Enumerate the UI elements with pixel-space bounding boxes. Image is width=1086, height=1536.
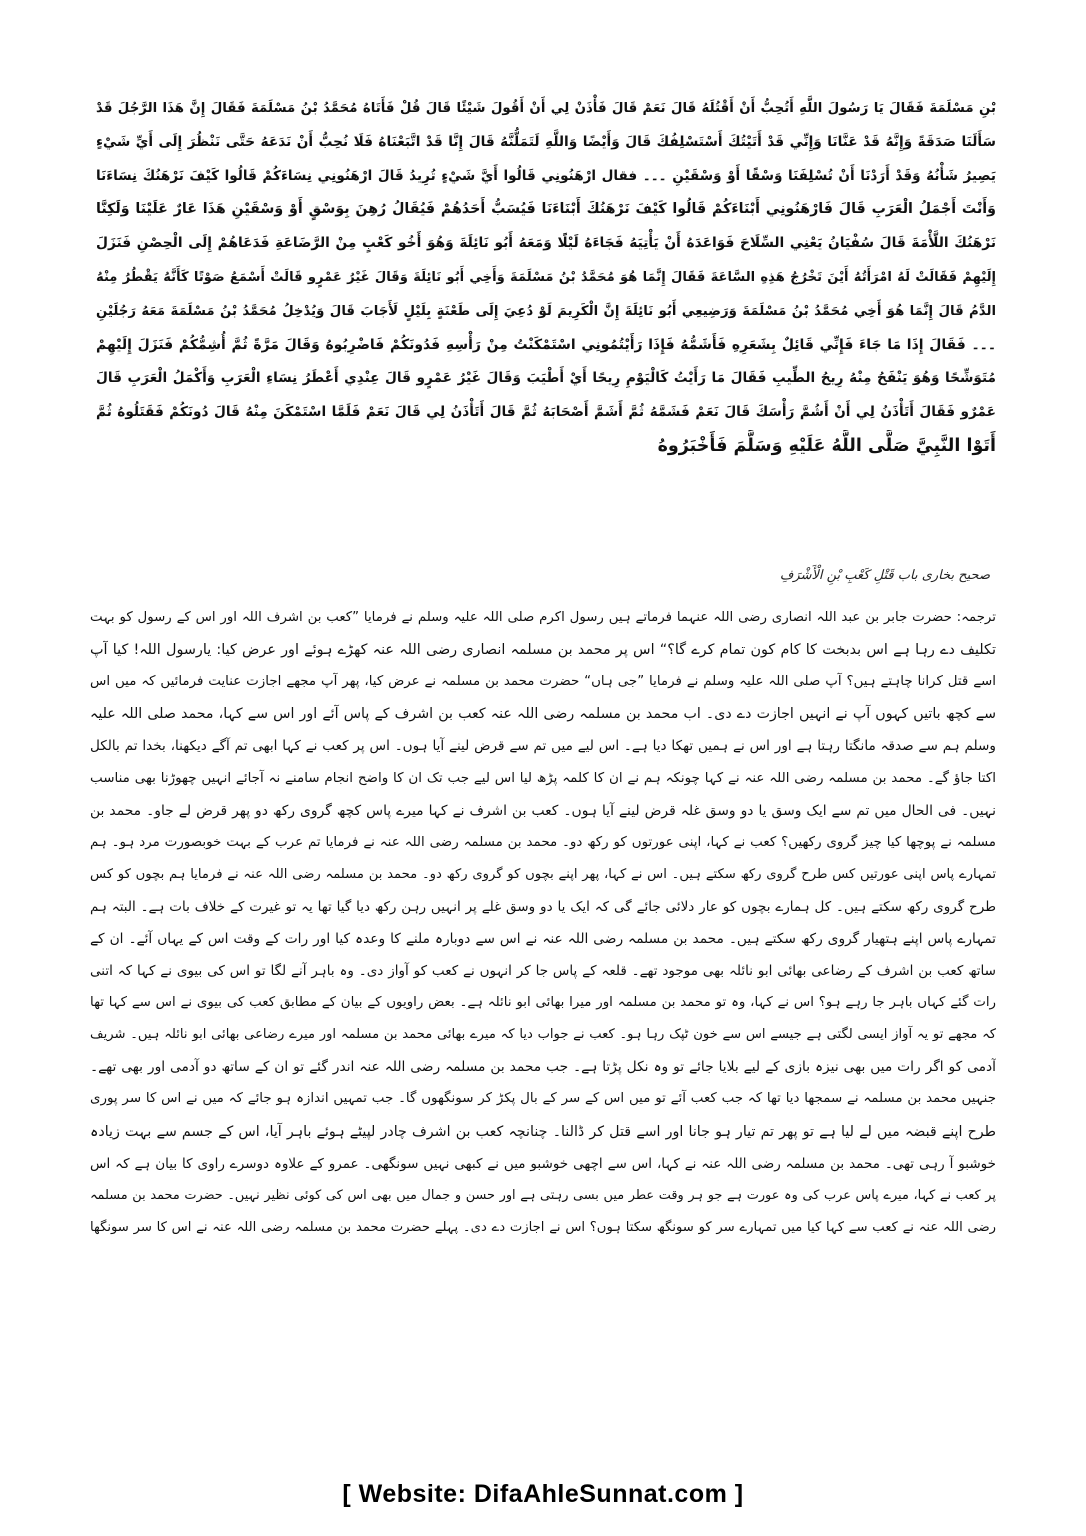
urdu-line: اکتا جاؤ گے۔ محمد بن مسلمہ رضی اللہ عنہ نے کہا چونکہ ہم نے ان کا کلمہ پڑھ لیا اس لیے جب تک ان کا واضح انجام سامنے نہ آجائے انہیں چھوڑنا بھی مناسب xyxy=(90,770,996,787)
urdu-line: رضی اللہ عنہ نے کعب سے کہا کیا میں تمہارے سر کو سونگھ سکتا ہوں؟ اس نے اجازت دے دی۔ پہلے حضرت محمد بن مسلمہ رضی اللہ عنہ نے اس کا سر سونگھا xyxy=(90,1219,996,1235)
arabic-line: نَرْهَنُكَ اللَّأْمَةَ قَالَ سُفْيَانُ يَعْنِي السِّلَاحَ فَوَاعَدَهُ أَنْ يَأْتِيَهُ فَجَاءَهُ لَيْلًا وَمَعَهُ أَبُو نَائِلَةَ وَهُوَ أَخُو كَعْبٍ مِنْ الرَّضَاعَةِ فَدَعَاهُمْ إِلَى الْحِصْنِ فَنَزَلَ xyxy=(96,235,996,252)
urdu-line: جنہیں محمد بن مسلمہ نے سمجھا دیا تھا کہ جب کعب آئے تو میں اس کے سر کے بال پکڑ کر سونگھوں گا۔ جب تمہیں اندازہ ہو جائے کہ میں نے اس کا سر پوری xyxy=(90,1091,996,1107)
arabic-line: ۔۔۔ فَقَالَ إِذَا مَا جَاءَ فَإِنِّي قَائِلٌ بِشَعَرِهِ فَأَشَمُّهُ فَإِذَا رَأَيْتُمُونِي اسْتَمْكَنْتُ مِنْ رَأْسِهِ فَدُونَكُمْ فَاضْرِبُوهُ وَقَالَ مَرَّةً ثُمَّ أُشِمُّكُمْ فَنَزَلَ إِلَيْهِمْ xyxy=(96,336,996,353)
urdu-translation xyxy=(90,602,996,1244)
urdu-line: طرح گروی رکھ سکتے ہیں۔ کل ہمارے بچوں کو عار دلائی جائے گی کہ ایک یا دو وسق غلے پر انہیں رہن رکھ دیا گیا تھا یہ تو غیرت کے خلاف بات ہے۔ البتہ ہم xyxy=(90,898,996,915)
source-reference: صحیح بخاری باب قَتْلِ كَعْبِ بْنِ الْأَشْرَفِ xyxy=(779,568,990,583)
urdu-line: خوشبو آ رہی تھی۔ محمد بن مسلمہ رضی اللہ عنہ نے کہا، اس سے اچھی خوشبو میں نے کبھی نہیں سونگھی۔ عمرو کے علاوہ دوسرے راوی کا بیان ہے کہ اس xyxy=(90,1155,996,1172)
urdu-line: اسے قتل کرانا چاہتے ہیں؟ آپ صلی اللہ علیہ وسلم نے فرمایا ”جی ہاں“ حضرت محمد بن مسلمہ نے عرض کیا، پھر آپ مجھے اجازت عنایت فرمائیں کہ میں اس xyxy=(90,674,996,690)
urdu-line: طرح اپنے قبضہ میں لے لیا ہے تو پھر تم تیار ہو جانا اور اسے قتل کر ڈالنا۔ چنانچہ کعب بن اشرف چادر لپیٹے ہوئے باہر آیا، اس کے جسم سے بہت زیادہ xyxy=(90,1123,996,1140)
arabic-line: عَمْرٌو فَقَالَ أَتَأْذَنُ لِي أَنْ أَشُمَّ رَأْسَكَ قَالَ نَعَمْ فَشَمَّهُ ثُمَّ أَشَمَّ أَصْحَابَهُ ثُمَّ قَالَ أَتَأْذَنُ لِي قَالَ نَعَمْ فَلَمَّا اسْتَمْكَنَ مِنْهُ قَالَ دُونَكُمْ فَقَتَلُوهُ ثُمَّ xyxy=(96,404,996,421)
arabic-line: أَتَوْا النَّبِيَّ صَلَّى اللَّهُ عَلَيْهِ وَسَلَّمَ فَأَخْبَرُوهُ xyxy=(657,435,996,456)
arabic-line: إِلَيْهِمْ فَقَالَتْ لَهُ امْرَأَتُهُ أَيْنَ تَخْرُجُ هَذِهِ السَّاعَةَ فَقَالَ إِنَّمَا هُوَ مُحَمَّدُ بْنُ مَسْلَمَةَ وَأَخِي أَبُو نَائِلَةَ وَقَالَ غَيْرُ عَمْرٍو قَالَتْ أَسْمَعُ صَوْتًا كَأَنَّهُ يَقْطُرُ مِنْهُ xyxy=(96,269,996,285)
urdu-line: سے کچھ باتیں کہوں آپ نے انہیں اجازت دے دی۔ اب محمد بن مسلمہ رضی اللہ عنہ کعب بن اشرف کے پاس آئے اور اس سے کہا، محمد صلی اللہ علیہ xyxy=(90,706,996,723)
arabic-line: وَأَنْتَ أَجْمَلُ الْعَرَبِ قَالَ فَارْهَنُونِي أَبْنَاءَكُمْ قَالُوا كَيْفَ نَرْهَنُكَ أَبْنَاءَنَا فَيُسَبُّ أَحَدُهُمْ فَيُقَالُ رُهِنَ بِوَسْقٍ أَوْ وَسْقَيْنِ هَذَا عَارٌ عَلَيْنَا وَلَكِنَّا xyxy=(96,201,996,218)
arabic-hadith-text xyxy=(96,92,996,464)
urdu-line: رات گئے کہاں باہر جا رہے ہو؟ اس نے کہا، وہ تو محمد بن مسلمہ اور میرا بھائی ابو نائلہ ہے۔ بعض راویوں کے بیان کے مطابق کعب کی بیوی نے اس سے کہا تھا xyxy=(90,995,996,1011)
urdu-line: مسلمہ نے پوچھا کیا چیز گروی رکھیں؟ کعب نے کہا، اپنی عورتوں کو رکھ دو۔ محمد بن مسلمہ رضی اللہ عنہ نے فرمایا تم عرب کے بہت خوبصورت مرد ہو۔ ہم xyxy=(90,834,996,850)
urdu-line: پر کعب نے کہا، میرے پاس عرب کی وہ عورت ہے جو ہر وقت عطر میں بسی رہتی ہے اور حسن و جمال میں بھی اس کی کوئی نظیر نہیں۔ حضرت محمد بن مسلمہ xyxy=(90,1187,996,1203)
arabic-line: مُتَوَشِّحًا وَهُوَ يَنْفَحُ مِنْهُ رِيحُ الطِّيبِ فَقَالَ مَا رَأَيْتُ كَالْيَوْمِ رِيحًا أَيْ أَطْيَبَ وَقَالَ غَيْرُ عَمْرٍو قَالَ عِنْدِي أَعْطَرُ نِسَاءِ الْعَرَبِ وَأَكْمَلُ الْعَرَبِ قَالَ xyxy=(96,370,996,387)
urdu-line: کہ مجھے تو یہ آواز ایسی لگتی ہے جیسے اس سے خون ٹپک رہا ہو۔ کعب نے جواب دیا کہ میرے بھائی محمد بن مسلمہ اور میرے رضاعی بھائی ابو نائلہ ہیں۔ شریف xyxy=(90,1027,996,1043)
urdu-line: آدمی کو اگر رات میں بھی نیزہ بازی کے لیے بلایا جائے تو وہ نکل پڑتا ہے۔ جب محمد بن مسلمہ رضی اللہ عنہ اندر گئے تو ان کے ساتھ دو آدمی اور بھی تھے۔ xyxy=(90,1059,996,1076)
urdu-line: وسلم ہم سے صدقہ مانگتا رہتا ہے اور اس نے ہمیں تھکا دیا ہے۔ اس لیے میں تم سے قرض لینے آیا ہوں۔ اس پر کعب نے کہا ابھی تم آگے دیکھنا، بخدا تم بالکل xyxy=(90,738,996,755)
arabic-line: بْنِ مَسْلَمَةَ فَقَالَ يَا رَسُولَ اللَّهِ أَتُحِبُّ أَنْ أَقْتُلَهُ قَالَ نَعَمْ قَالَ فَأْذَنْ لِي أَنْ أَقُولَ شَيْئًا قَالَ قُلْ فَأَتَاهُ مُحَمَّدُ بْنُ مَسْلَمَةَ فَقَالَ إِنَّ هَذَا الرَّجُلَ قَدْ xyxy=(96,101,996,116)
arabic-line: الدَّمُ قَالَ إِنَّمَا هُوَ أَخِي مُحَمَّدُ بْنُ مَسْلَمَةَ وَرَضِيعِي أَبُو نَائِلَةَ إِنَّ الْكَرِيمَ لَوْ دُعِيَ إِلَى طَعْنَةٍ بِلَيْلٍ لَأَجَابَ قَالَ وَيُدْخِلُ مُحَمَّدُ بْنُ مَسْلَمَةَ مَعَهُ رَجُلَيْنِ xyxy=(96,303,996,319)
urdu-line: تمہارے پاس اپنے ہتھیار گروی رکھ سکتے ہیں۔ محمد بن مسلمہ رضی اللہ عنہ نے اس سے دوبارہ ملنے کا وعدہ کیا اور رات کے وقت اس کے یہاں آئے۔ ان کے xyxy=(90,930,996,947)
urdu-line: تکلیف دے رہا ہے اس بدبخت کا کام کون تمام کرے گا؟“ اس پر محمد بن مسلمہ انصاری رضی اللہ عنہ کھڑے ہوئے اور عرض کیا: یارسول اللہ! کیا آپ xyxy=(90,642,996,659)
urdu-line: نہیں۔ فی الحال میں تم سے ایک وسق یا دو وسق غلہ قرض لینے آیا ہوں۔ کعب بن اشرف نے کہا میرے پاس کچھ گروی رکھ دو پھر قرض لے جاو۔ محمد بن xyxy=(90,802,996,819)
urdu-line: ساتھ کعب بن اشرف کے رضاعی بھائی ابو نائلہ بھی موجود تھے۔ قلعہ کے پاس جا کر انہوں نے کعب کو آواز دی۔ وہ باہر آنے لگا تو اس کی بیوی نے کہا کہ اتنی xyxy=(90,963,996,980)
urdu-line: تمہارے پاس اپنی عورتیں کس طرح گروی رکھ سکتے ہیں۔ اس نے کہا، پھر اپنے بچوں کو گروی رکھ دو۔ محمد بن مسلمہ رضی اللہ عنہ نے فرمایا ہم بچوں کو کس xyxy=(90,866,996,882)
urdu-line: ترجمہ: حضرت جابر بن عبد اللہ انصاری رضی اللہ عنہما فرماتے ہیں رسول اکرم صلی اللہ علیہ وسلم نے فرمایا ”کعب بن اشرف اللہ اور اس کے رسول کو بہت xyxy=(90,610,996,625)
arabic-line: سَأَلَنَا صَدَقَةً وَإِنَّهُ قَدْ عَنَّانَا وَإِنِّي قَدْ أَتَيْتُكَ أَسْتَسْلِفُكَ قَالَ وَأَيْضًا وَاللَّهِ لَتَمَلُّنَّهُ قَالَ إِنَّا قَدْ اتَّبَعْنَاهُ فَلَا نُحِبُّ أَنْ نَدَعَهُ حَتَّى نَنْظُرَ إِلَى أَيِّ شَيْءٍ xyxy=(96,133,996,150)
arabic-line: يَصِيرُ شَأْنُهُ وَقَدْ أَرَدْنَا أَنْ تُسْلِفَنَا وَسْقًا أَوْ وَسْقَيْنِ ۔۔۔ فقال ارْهَنُونِي قَالُوا أَيَّ شَيْءٍ تُرِيدُ قَالَ ارْهَنُونِي نِسَاءَكُمْ قَالُوا كَيْفَ نَرْهَنُكَ نِسَاءَنَا xyxy=(96,167,996,184)
website-footer: [ Website: DifaAhleSunnat.com ] xyxy=(342,1480,744,1508)
